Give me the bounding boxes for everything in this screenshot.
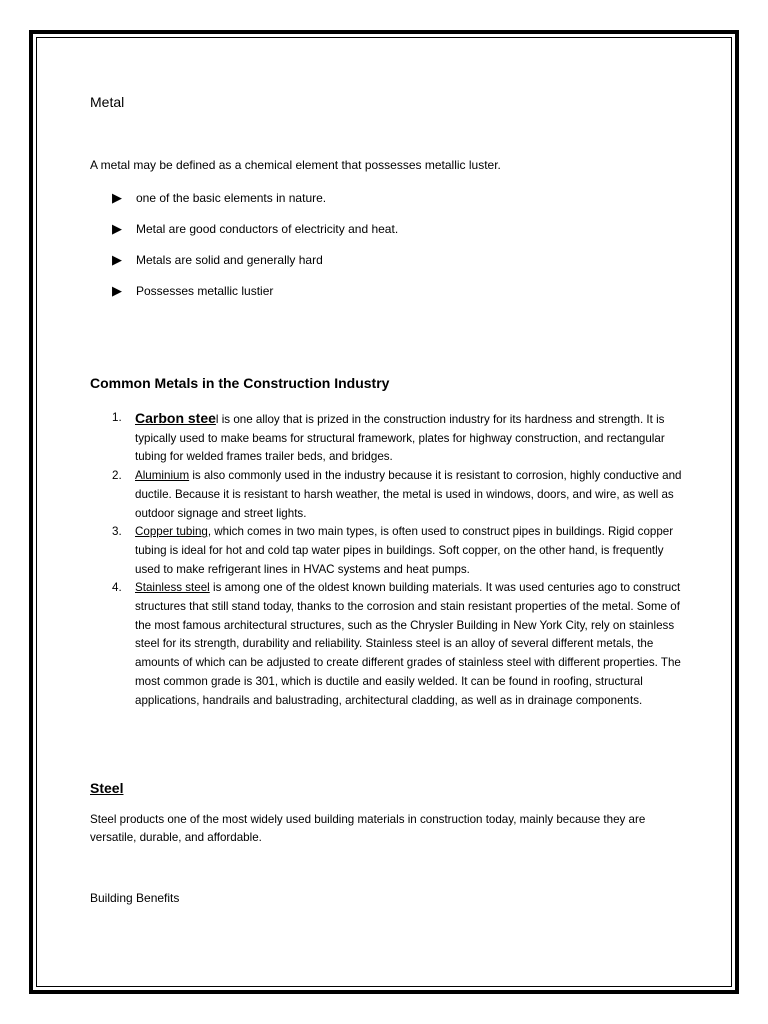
item-name: Stainless steel (135, 581, 210, 595)
steel-paragraph: Steel products one of the most widely used building materials in construction today, mainly because they are versatile, durable, and affordable. (90, 813, 646, 844)
item-text: , which comes in two main types, is often used to construct pipes in buildings. Rigid copper tubing is ideal for hot and cold tap water pipes in buildings. Soft copper, on the other hand, is frequently used to make refrigerant lines in HVAC systems and heat pumps. (135, 525, 674, 576)
arrow-bullet-icon: ▶ (112, 283, 122, 298)
list-item (112, 281, 398, 312)
bullet-text: Possesses metallic lustier (136, 284, 274, 298)
common-metals-heading: Common Metals in the Construction Industry (90, 375, 390, 391)
item-number: 4. (112, 581, 122, 595)
list-item (112, 250, 398, 281)
arrow-bullet-icon: ▶ (112, 252, 122, 267)
common-metals-list (90, 409, 686, 710)
list-item (90, 579, 686, 710)
bullet-text: Metals are solid and generally hard (136, 253, 323, 267)
bullet-text: Metal are good conductors of electricity and heat. (136, 222, 399, 236)
list-item (112, 219, 398, 250)
item-text: is among one of the oldest known building materials. It was used centuries ago to construct structures that still stand today, thanks to the corrosion and stain resistant properties of the metal. Some of the most famous architectural structures, such as the Chrysler Building in New York City, rely on stainless steel for its strength, durability and reliability. Stainless steel is an alloy of several different metals, the amounts of which can be adjusted to create different grades of stainless steel with different properties. The most common grade is 301, which is ductile and easily welded. It can be found in roofing, structural applications, handrails and balustrading, architectural cladding, as well as in drainage components. (135, 581, 681, 707)
item-text: is also commonly used in the industry because it is resistant to corrosion, highly conductive and ductile. Because it is resistant to harsh weather, the metal is used in windows, doors, and wire, as well as outdoor signage and street lights. (135, 469, 682, 520)
intro-paragraph: A metal may be defined as a chemical element that possesses metallic luster. (90, 158, 501, 172)
item-name: Aluminium (135, 469, 190, 483)
list-item (112, 188, 398, 219)
item-name: Copper tubing (135, 525, 208, 539)
arrow-bullet-icon: ▶ (112, 190, 122, 205)
arrow-bullet-icon: ▶ (112, 221, 122, 236)
steel-heading: Steel (90, 780, 124, 796)
metal-heading: Metal (90, 94, 125, 110)
list-item (90, 523, 686, 579)
bullet-text: one of the basic elements in nature. (136, 191, 327, 205)
metal-bullet-list (112, 188, 398, 312)
item-number: 3. (112, 525, 122, 539)
building-benefits-heading: Building Benefits (90, 891, 180, 905)
list-item (90, 409, 686, 467)
item-name: Carbon stee (135, 410, 216, 426)
item-text: l is one alloy that is prized in the construction industry for its hardness and strength. It is typically used to make beams for structural framework, plates for highway construction, and rectangular tubing for welded frames trailer beds, and bridges. (135, 413, 665, 464)
item-number: 1. (112, 411, 122, 424)
item-number: 2. (112, 469, 122, 483)
list-item (90, 467, 686, 523)
